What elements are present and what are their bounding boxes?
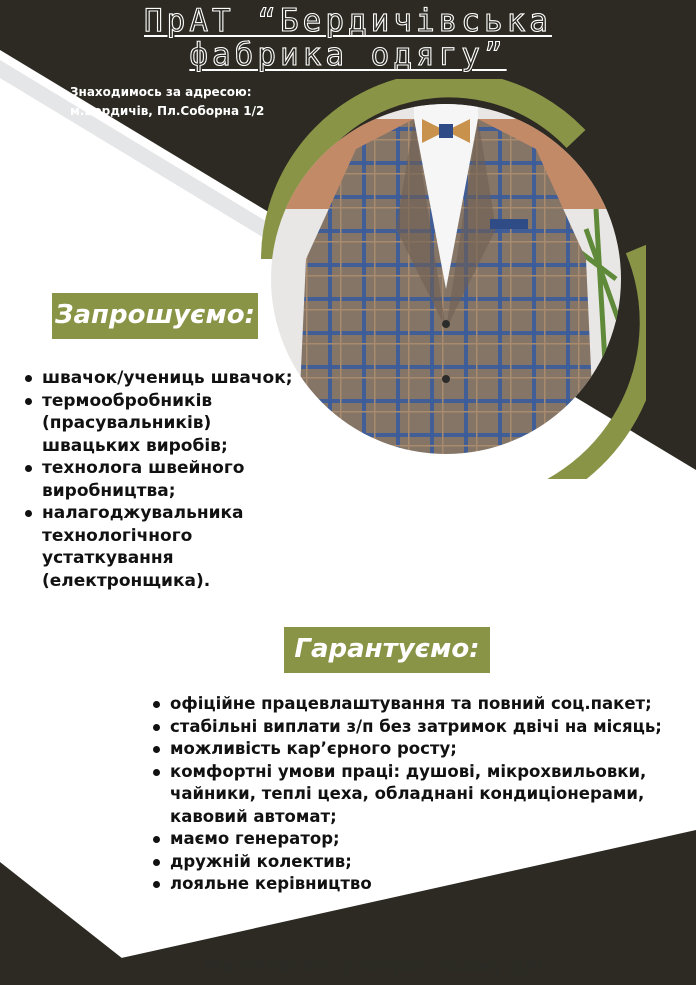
list-item: комфортні умови праці: душові, мікрохвильовки, чайники, теплі цеха, обладнані кондиціонерами, кавовий автомат; — [150, 761, 680, 829]
guarantee-list — [150, 693, 680, 896]
phone-number[interactable]: +38 067 366 93 52 — [557, 587, 684, 601]
list-item: технолога швейного виробництва; — [22, 457, 312, 502]
address-label: Знаходимось за адресою: — [70, 85, 252, 99]
company-title-line-1: ПрАТ “Бердичівська — [144, 3, 552, 39]
list-item: дружній колектив; — [150, 851, 680, 874]
phone-label: Телефонуйте за номером: — [501, 568, 684, 582]
list-item: можливість кар’єрного росту; — [150, 738, 680, 761]
list-item: швачок/учениць швачок; — [22, 367, 312, 390]
list-item: термообробників (прасувальників) швацьких виробів; — [22, 390, 312, 458]
list-item: лояльне керівництво — [150, 873, 680, 896]
guarantee-heading: Гарантуємо: — [284, 627, 490, 673]
list-item: офіційне працевлаштування та повний соц.пакет; — [150, 693, 680, 716]
address-value: м.Бердичів, Пл.Соборна 1/2 — [70, 104, 265, 118]
list-item: налагоджувальника технологічного устаткування (електронщика). — [22, 502, 312, 592]
address-block — [70, 83, 264, 121]
list-item: маємо генератор; — [150, 828, 680, 851]
phone-block — [502, 566, 684, 604]
list-item: стабільні виплати з/п без затримок двічі на місяць; — [150, 716, 680, 739]
invite-heading: Запрошуємо: — [52, 293, 258, 339]
invite-list — [22, 367, 312, 592]
company-title-line-2: фабрика одягу” — [189, 37, 507, 73]
closing-slogan: Ми впевнені у затрашньому дні! — [203, 956, 553, 977]
